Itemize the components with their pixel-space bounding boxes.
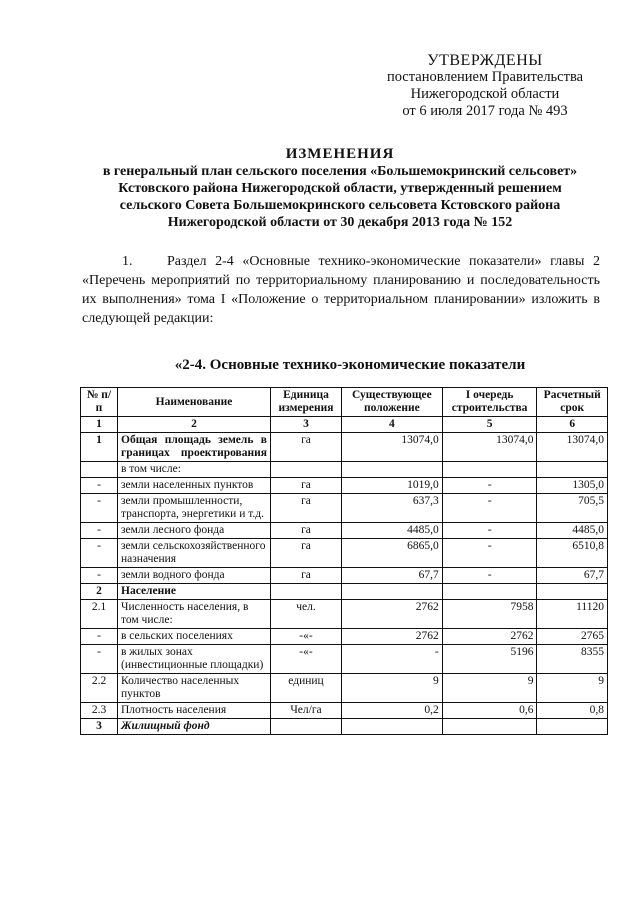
row-calc-cell: 4485,0 — [537, 523, 608, 539]
table-row — [81, 719, 608, 735]
row-calc-cell: 8355 — [537, 645, 608, 674]
row-existing-cell: 9 — [342, 674, 443, 703]
row-num-cell: 3 — [81, 719, 118, 735]
table-row — [81, 523, 608, 539]
title-line-2: в генеральный план сельского поселения «Большемокринский сельсовет» — [102, 164, 578, 179]
table-row — [81, 703, 608, 719]
paragraph-text: Раздел 2-4 «Основные технико-экономические показатели» главы 2 «Перечень мероприятий по территориальному планированию и последовательность их выполнения» тома I «Положение о территориальном планировании» изложить в следующей редакции: — [82, 254, 600, 326]
indicators-table — [80, 387, 608, 735]
row-stage1-cell — [442, 719, 537, 735]
row-calc-cell: 2765 — [537, 629, 608, 645]
table-row — [81, 494, 608, 523]
row-existing-cell: 6865,0 — [342, 539, 443, 568]
row-unit-cell: га — [271, 433, 342, 462]
approval-line-2: Нижегородской области — [410, 86, 560, 102]
table-row — [81, 433, 608, 462]
row-num-cell: 1 — [81, 433, 118, 462]
col-number: 6 — [537, 417, 608, 433]
header-existing: Существующее положение — [342, 388, 443, 417]
row-num-cell: - — [81, 494, 118, 523]
row-name-cell: Плотность населения — [118, 703, 271, 719]
row-existing-cell: 1019,0 — [342, 478, 443, 494]
approval-heading: УТВЕРЖДЕНЫ — [427, 52, 543, 69]
row-calc-cell: 13074,0 — [537, 433, 608, 462]
approval-line-1: постановлением Правительства — [386, 69, 584, 85]
paragraph-number: 1. — [122, 254, 133, 269]
row-stage1-cell: 13074,0 — [442, 433, 537, 462]
row-name-cell: земли населенных пунктов — [118, 478, 271, 494]
header-name: Наименование — [118, 388, 271, 417]
row-num-cell: - — [81, 539, 118, 568]
section-title: «2-4. Основные технико-экономические показатели — [174, 357, 526, 373]
table-row — [81, 629, 608, 645]
row-unit-cell: га — [271, 539, 342, 568]
row-stage1-cell: - — [442, 494, 537, 523]
row-stage1-cell: - — [442, 478, 537, 494]
col-number: 2 — [118, 417, 271, 433]
row-name-cell: земли водного фонда — [118, 568, 271, 584]
title-line-1: ИЗМЕНЕНИЯ — [285, 146, 395, 162]
col-number: 5 — [442, 417, 537, 433]
document-title — [60, 146, 620, 231]
row-existing-cell: 0,2 — [342, 703, 443, 719]
title-line-5: Нижегородской области от 30 декабря 2013 года № 152 — [167, 215, 513, 230]
row-existing-cell: 637,3 — [342, 494, 443, 523]
table-row — [81, 645, 608, 674]
row-num-cell: - — [81, 629, 118, 645]
row-calc-cell — [537, 719, 608, 735]
row-name-cell: Жилищный фонд — [118, 719, 271, 735]
row-num-cell: 2.3 — [81, 703, 118, 719]
row-existing-cell: 2762 — [342, 629, 443, 645]
row-name-cell: Общая площадь земель в границах проектирования — [118, 433, 271, 462]
table-row — [81, 600, 608, 629]
header-num: № п/п — [81, 388, 118, 417]
title-line-4: сельского Совета Большемокринского сельсовета Кстовского района — [119, 198, 561, 213]
row-calc-cell: 9 — [537, 674, 608, 703]
row-unit-cell: га — [271, 494, 342, 523]
row-existing-cell: 2762 — [342, 600, 443, 629]
row-stage1-cell: 9 — [442, 674, 537, 703]
row-stage1-cell: 0,6 — [442, 703, 537, 719]
amendment-paragraph — [82, 252, 600, 328]
row-existing-cell: 67,7 — [342, 568, 443, 584]
row-existing-cell: 13074,0 — [342, 433, 443, 462]
column-number-row — [81, 417, 608, 433]
row-unit-cell: единиц — [271, 674, 342, 703]
row-unit-cell — [271, 462, 342, 478]
row-stage1-cell: 2762 — [442, 629, 537, 645]
row-calc-cell: 1305,0 — [537, 478, 608, 494]
col-number: 1 — [81, 417, 118, 433]
row-unit-cell: га — [271, 568, 342, 584]
row-num-cell: - — [81, 523, 118, 539]
row-unit-cell — [271, 584, 342, 600]
row-stage1-cell: 7958 — [442, 600, 537, 629]
approval-stamp — [355, 52, 615, 120]
row-num-cell: - — [81, 568, 118, 584]
row-existing-cell — [342, 719, 443, 735]
table-row — [81, 478, 608, 494]
row-name-cell: земли лесного фонда — [118, 523, 271, 539]
row-name-cell: Количество населенных пунктов — [118, 674, 271, 703]
row-num-cell: - — [81, 478, 118, 494]
table-row — [81, 462, 608, 478]
row-stage1-cell: 5196 — [442, 645, 537, 674]
row-name-cell: Численность населения, в том числе: — [118, 600, 271, 629]
row-unit-cell: га — [271, 523, 342, 539]
row-existing-cell — [342, 462, 443, 478]
row-calc-cell: 6510,8 — [537, 539, 608, 568]
table-header-row — [81, 388, 608, 417]
table-body — [81, 433, 608, 735]
row-calc-cell: 705,5 — [537, 494, 608, 523]
row-unit-cell: га — [271, 478, 342, 494]
row-num-cell — [81, 462, 118, 478]
table-row — [81, 539, 608, 568]
row-calc-cell — [537, 584, 608, 600]
row-calc-cell: 11120 — [537, 600, 608, 629]
col-number: 4 — [342, 417, 443, 433]
header-unit: Единица измерения — [271, 388, 342, 417]
row-stage1-cell — [442, 584, 537, 600]
row-stage1-cell: - — [442, 568, 537, 584]
row-calc-cell: 0,8 — [537, 703, 608, 719]
row-existing-cell: 4485,0 — [342, 523, 443, 539]
row-num-cell: - — [81, 645, 118, 674]
row-num-cell: 2 — [81, 584, 118, 600]
row-num-cell: 2.2 — [81, 674, 118, 703]
col-number: 3 — [271, 417, 342, 433]
row-unit-cell: чел. — [271, 600, 342, 629]
row-calc-cell — [537, 462, 608, 478]
row-name-cell: земли сельскохозяйственного назначения — [118, 539, 271, 568]
row-num-cell: 2.1 — [81, 600, 118, 629]
header-calc: Расчетный срок — [537, 388, 608, 417]
row-existing-cell: - — [342, 645, 443, 674]
row-stage1-cell: - — [442, 539, 537, 568]
table-row — [81, 568, 608, 584]
row-name-cell: в сельских поселениях — [118, 629, 271, 645]
approval-line-3: от 6 июля 2017 года № 493 — [402, 103, 568, 119]
row-unit-cell: -«- — [271, 629, 342, 645]
row-unit-cell — [271, 719, 342, 735]
row-name-cell: земли промышленности, транспорта, энергетики и т.д. — [118, 494, 271, 523]
row-stage1-cell — [442, 462, 537, 478]
row-name-cell: в жилых зонах (инвестиционные площадки) — [118, 645, 271, 674]
table-row — [81, 584, 608, 600]
header-stage1: I очередь строительства — [442, 388, 537, 417]
row-stage1-cell: - — [442, 523, 537, 539]
row-unit-cell: -«- — [271, 645, 342, 674]
table-row — [81, 674, 608, 703]
title-line-3: Кстовского района Нижегородской области, утвержденный решением — [118, 181, 562, 196]
row-calc-cell: 67,7 — [537, 568, 608, 584]
row-existing-cell — [342, 584, 443, 600]
row-name-cell: в том числе: — [118, 462, 271, 478]
row-unit-cell: Чел/га — [271, 703, 342, 719]
row-name-cell: Население — [118, 584, 271, 600]
